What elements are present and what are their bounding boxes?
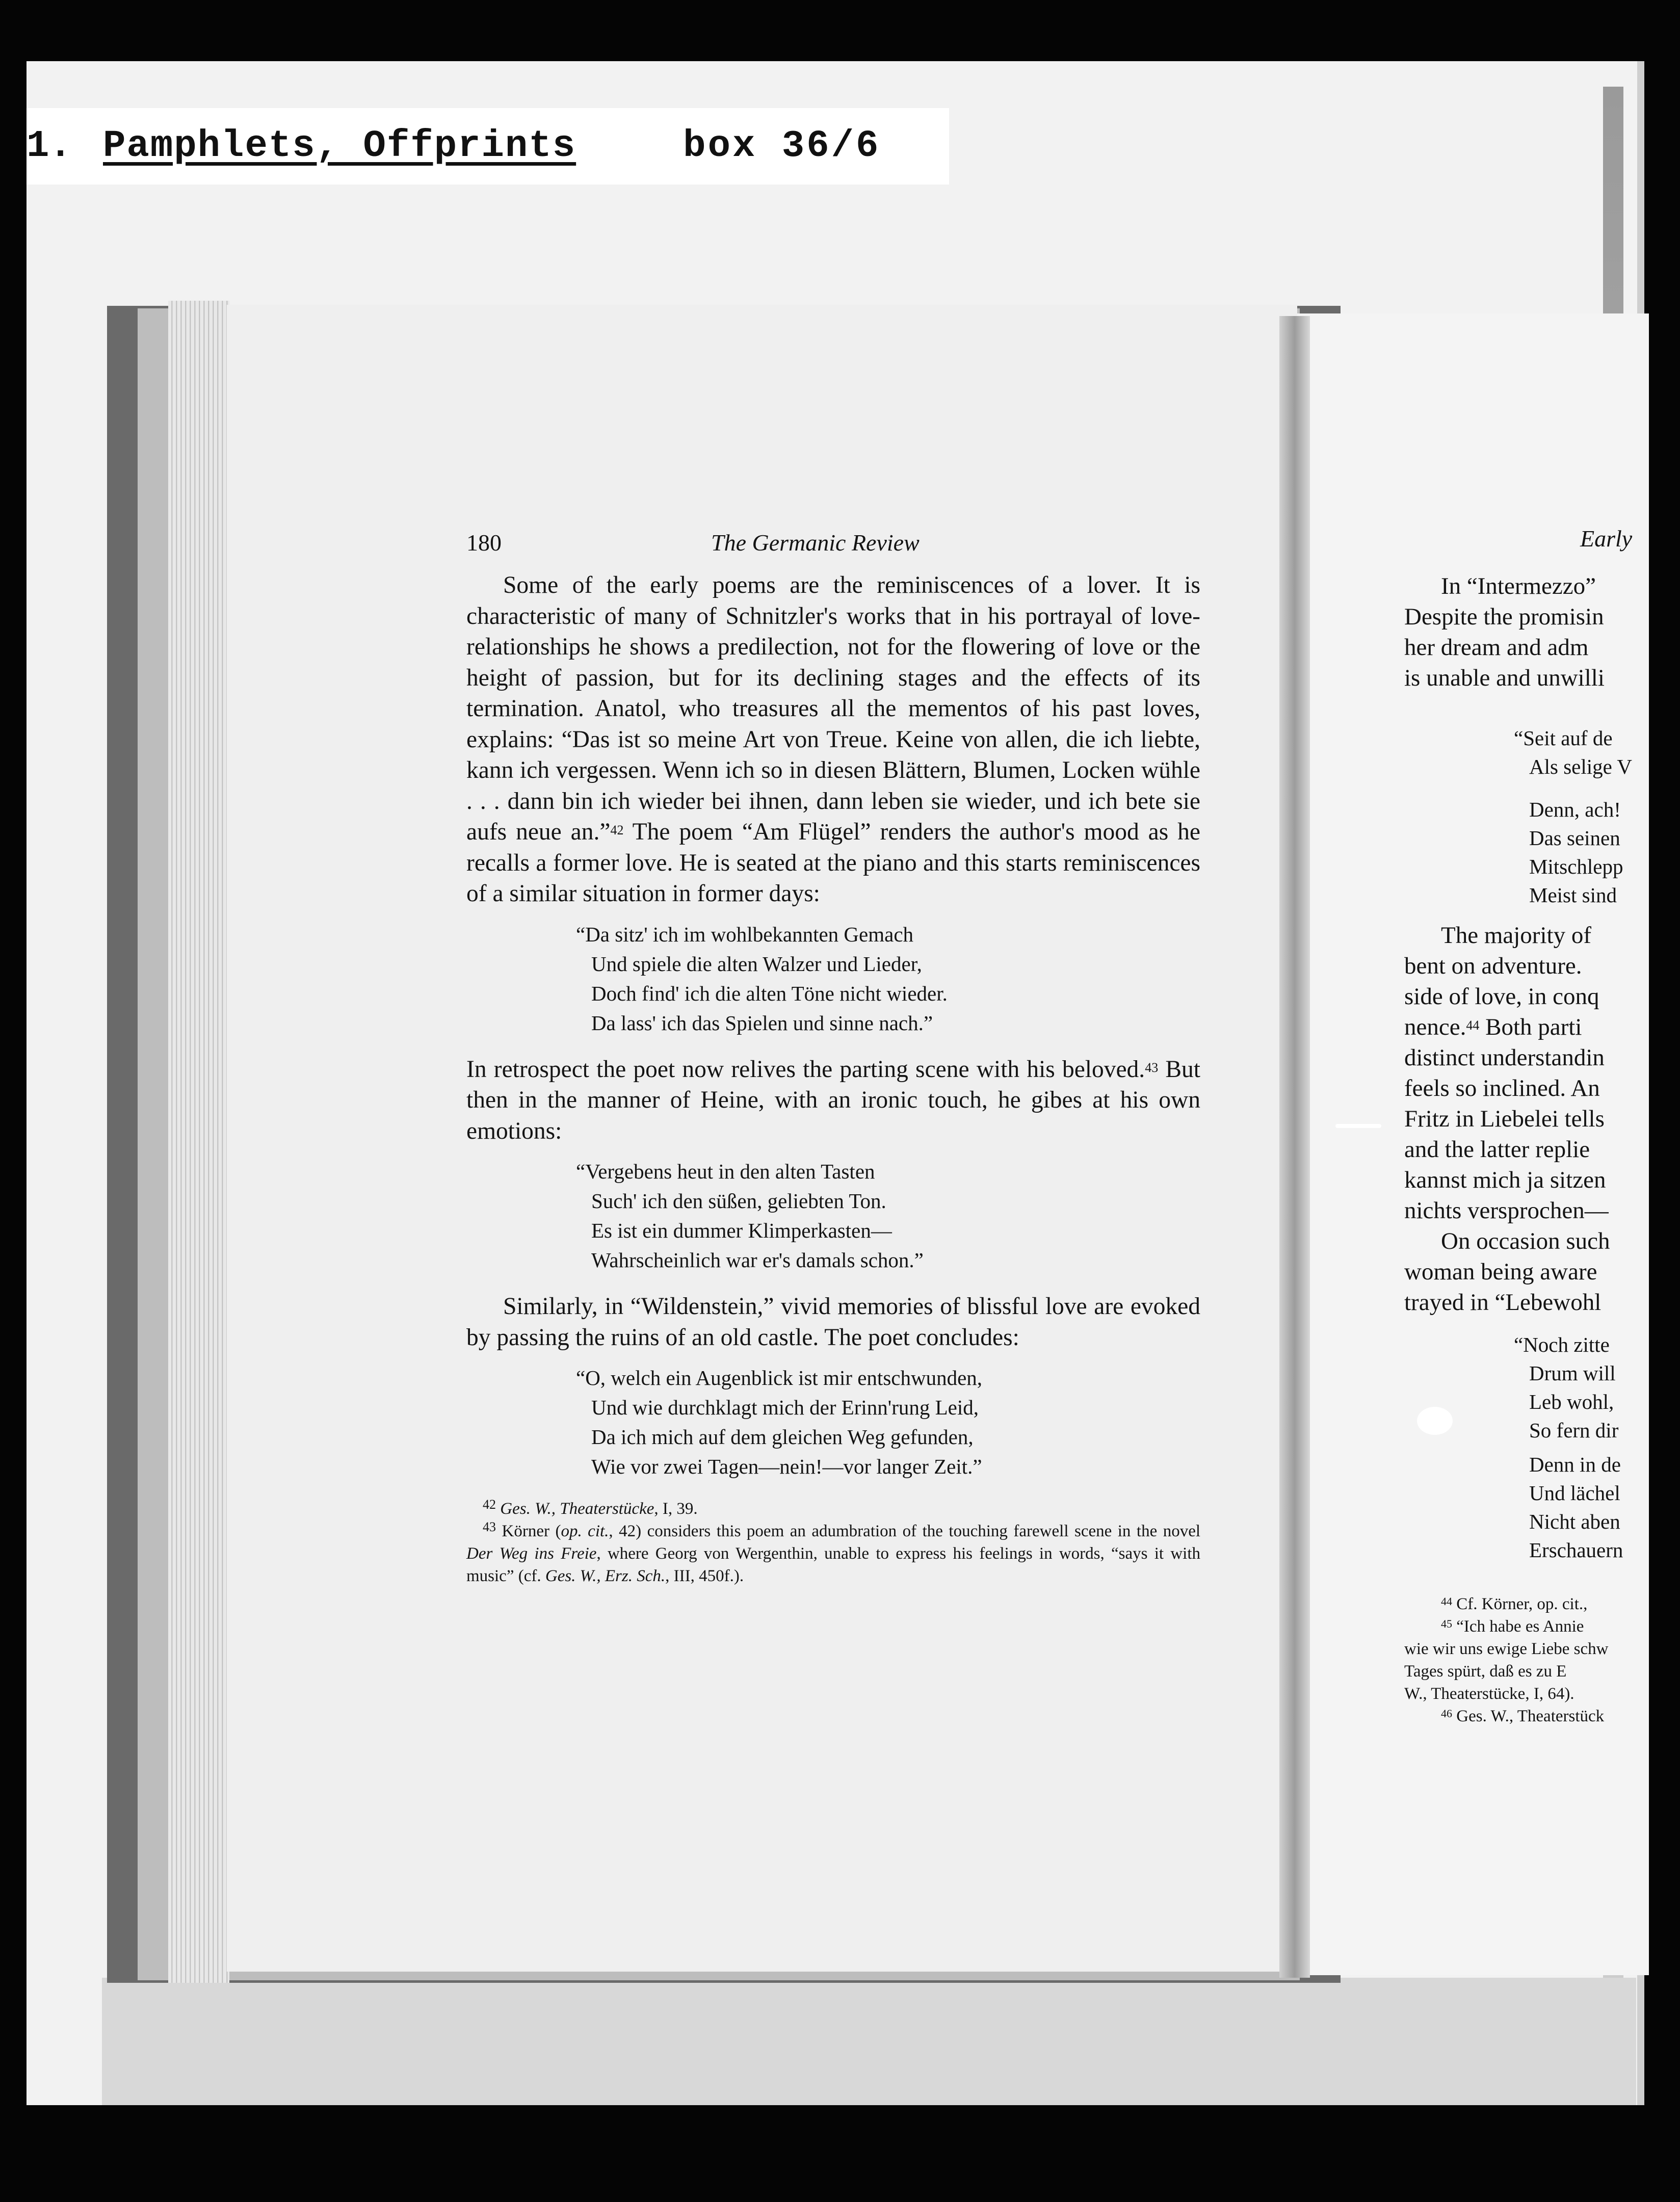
right-line: On occasion such — [1441, 1228, 1610, 1254]
verse-line: Und wie durchklagt mich der Erinn'rung Leid, — [591, 1396, 979, 1419]
right-verse-a — [1514, 724, 1632, 781]
verse-line: Doch find' ich die alten Töne nicht wieder. — [591, 981, 948, 1005]
verse-line: “Seit auf de — [1514, 726, 1613, 750]
footnote-43-number: 43 — [483, 1519, 496, 1534]
verse-line: Such' ich den süßen, geliebten Ton. — [591, 1189, 886, 1213]
right-line: her dream and adm — [1404, 634, 1589, 661]
verse-line: Drum will — [1529, 1361, 1616, 1385]
verse-line: Da ich mich auf dem gleichen Weg gefunden, — [591, 1425, 974, 1449]
folder-bottom-band — [102, 1978, 1636, 2105]
right-footnotes — [1404, 1593, 1608, 1727]
right-line: is unable and unwilli — [1404, 665, 1605, 691]
footnote-42-source: Ges. W., Theaterstücke — [500, 1500, 654, 1518]
footnote-ref-43: 43 — [1145, 1060, 1159, 1075]
right-footnote — [1404, 1615, 1608, 1638]
verse-line: Es ist ein dummer Klimperkasten— — [591, 1219, 892, 1242]
right-verse-d — [1514, 1450, 1623, 1564]
verse-line: So fern dir — [1529, 1419, 1619, 1442]
footnote-43-text: op. cit. — [561, 1522, 609, 1540]
footnote-43-text: , where Georg von Wergenthin, unable to express his feelings in words, “says it with music” (cf. — [466, 1544, 1200, 1585]
right-line-text: nence. — [1404, 1014, 1466, 1040]
verse-line: Und lächel — [1529, 1481, 1620, 1505]
footnote-43-text: , III, 450f.). — [665, 1567, 744, 1585]
verse-line: Denn, ach! — [1529, 798, 1621, 821]
paragraph-2-text: In retrospect the poet now relives the parting scene with his beloved. — [466, 1056, 1145, 1083]
right-line: distinct understandin — [1404, 1044, 1605, 1071]
right-footnote: Tages spürt, daß es zu E — [1404, 1662, 1567, 1681]
right-footnote-text: Ges. W., Theaterstück — [1456, 1707, 1605, 1725]
journal-title: The Germanic Review — [711, 530, 920, 556]
footnote-43-text: , 42) considers this poem an adumbration of the touching farewell scene in the novel — [609, 1522, 1201, 1540]
page-number: 180 — [466, 530, 502, 556]
right-line: Despite the promisin — [1404, 604, 1604, 630]
page-edges — [168, 301, 229, 1983]
footnote-43-text: Der Weg ins Freie — [466, 1544, 597, 1563]
archive-label-box: box 36/6 — [683, 125, 881, 168]
paragraph-2-end: But then in the manner of Heine, with an ironic touch, he gibes at his own emotions: — [466, 1056, 1200, 1144]
verse-line: Mitschlepp — [1529, 855, 1623, 878]
right-line: trayed in “Lebewohl — [1404, 1289, 1602, 1316]
verse-line: Als selige V — [1529, 755, 1632, 778]
verse-line: “Vergebens heut in den alten Tasten — [576, 1160, 875, 1183]
footnote-43-text: Körner ( — [502, 1522, 561, 1540]
verse-line: “Da sitz' ich im wohlbekannten Gemach — [576, 922, 914, 946]
right-verse-c — [1514, 1330, 1618, 1445]
paragraph-3: Similarly, in “Wildenstein,” vivid memories of blissful love are evoked by passing the ruins of an old castle. The poet concludes: — [466, 1293, 1200, 1351]
archive-label — [27, 108, 949, 185]
right-line: side of love, in conq — [1404, 983, 1599, 1010]
verse-line: Das seinen — [1529, 826, 1620, 850]
film-scratch — [1335, 1124, 1381, 1128]
left-page-text — [466, 529, 1200, 1587]
footnote-42 — [466, 1498, 1200, 1520]
verse-tasten — [576, 1157, 1200, 1275]
film-speck — [1417, 1407, 1453, 1435]
right-line: kannst mich ja sitzen — [1404, 1167, 1606, 1193]
verse-line: Und spiele die alten Walzer und Lieder, — [591, 952, 922, 976]
right-line: Fritz in Liebelei tells — [1404, 1106, 1605, 1132]
right-lines-a — [1404, 571, 1605, 693]
right-line: In “Intermezzo” — [1441, 573, 1596, 599]
right-line: bent on adventure. — [1404, 953, 1582, 979]
archive-label-number: 1. — [27, 125, 72, 168]
footnote-43-text: Ges. W., Erz. Sch. — [545, 1567, 666, 1585]
verse-line: “O, welch ein Augenblick ist mir entschwunden, — [576, 1366, 983, 1390]
verse-line: Nicht aben — [1529, 1510, 1620, 1533]
right-footnote-number: 44 — [1441, 1595, 1452, 1608]
right-line: woman being aware — [1404, 1259, 1597, 1285]
running-head — [466, 529, 1200, 570]
verse-line: Wahrscheinlich war er's damals schon.” — [591, 1248, 924, 1272]
footnotes — [466, 1498, 1200, 1587]
footnote-ref-44: 44 — [1466, 1018, 1480, 1033]
paragraph-1-text: Some of the early poems are the reminiscences of a lover. It is characteristic of many of Schnitzler's works that in his portrayal of love-relationships he shows a predilection, not for the flowering of love or the height of passion, but for its declining stages and the effects of its termination. Anatol, who treasures all the mementos of his past loves, explains: “Das ist so meine Art von Treue. Keine von allen, die ich liebte, kann ich vergessen. Wenn ich so in diesen Blättern, Blumen, Locken wühle . . . dann bin ich wieder bei ihnen, dann leben sie wieder, und ich bete sie aufs neue an.” — [466, 572, 1200, 845]
footnote-ref-42: 42 — [610, 823, 624, 837]
right-verse-b — [1514, 795, 1623, 909]
right-footnote-text: “Ich habe es Annie — [1456, 1617, 1584, 1636]
verse-line: Denn in de — [1529, 1453, 1621, 1476]
right-footnote — [1404, 1593, 1608, 1615]
verse-am-fluegel — [576, 920, 1200, 1038]
right-footnote: W., Theaterstücke, I, 64). — [1404, 1685, 1574, 1703]
verse-line: Erschauern — [1529, 1538, 1623, 1562]
right-line: nichts versprochen— — [1404, 1197, 1609, 1224]
archive-label-title: Pamphlets, Offprints — [103, 125, 576, 168]
right-footnote-text: Cf. Körner, op. cit., — [1456, 1595, 1588, 1613]
verse-line: Leb wohl, — [1529, 1390, 1614, 1413]
right-footnote: wie wir uns ewige Liebe schw — [1404, 1640, 1609, 1658]
right-line-text: Both parti — [1479, 1014, 1582, 1040]
right-line: feels so inclined. An — [1404, 1075, 1600, 1102]
verse-line: Da lass' ich das Spielen und sinne nach.” — [591, 1011, 933, 1035]
paragraph-1 — [466, 570, 1200, 909]
right-line: and the latter replie — [1404, 1136, 1590, 1163]
right-footnote — [1404, 1705, 1608, 1727]
right-lines-b — [1404, 920, 1610, 1318]
right-footnote-number: 45 — [1441, 1617, 1452, 1630]
right-running-head: Early — [1580, 526, 1633, 552]
verse-wildenstein — [576, 1363, 1200, 1481]
right-line: The majority of — [1441, 922, 1591, 949]
verse-line: “Noch zitte — [1514, 1333, 1610, 1356]
footnote-43 — [466, 1520, 1200, 1587]
footnote-42-rest: , I, 39. — [654, 1500, 698, 1518]
right-line — [1404, 1012, 1610, 1042]
right-page-clip — [1297, 313, 1649, 1975]
verse-line: Meist sind — [1529, 883, 1617, 907]
paragraph-2 — [466, 1054, 1200, 1147]
paragraph-1-end: The poem “Am Flügel” renders the author's mood as he recalls a former love. He is seated at the piano and this starts reminiscences of a similar situation in former days: — [466, 819, 1201, 907]
right-footnote-number: 46 — [1441, 1707, 1452, 1720]
verse-line: Wie vor zwei Tagen—nein!—vor langer Zeit.” — [591, 1455, 982, 1478]
footnote-42-number: 42 — [483, 1497, 496, 1512]
